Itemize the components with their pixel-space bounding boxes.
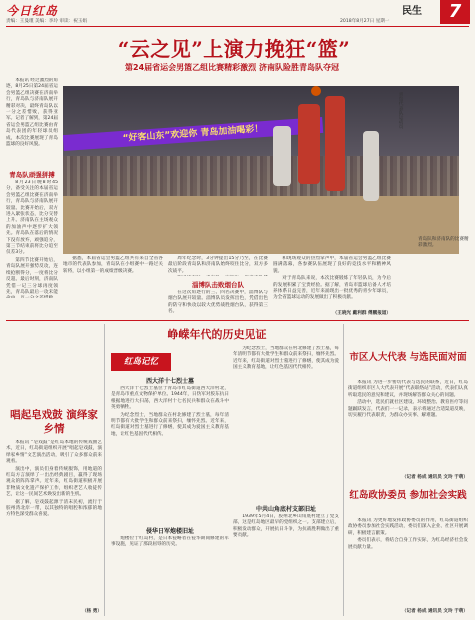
masthead: 今日红岛 bbox=[6, 4, 59, 18]
header-rule bbox=[6, 26, 469, 27]
sidebar-story1-body bbox=[348, 380, 468, 472]
left-lower-signature: （杨 勇） bbox=[82, 609, 102, 614]
top-headline: “云之见”上演力挽狂“篮” bbox=[117, 37, 351, 61]
history-paragraph: 为纪念烈士，当地群众在村北修建了烈士墓，每年清明节都有大批学生和群众前来祭扫，缅怀先烈。近年来，红岛街道对烈士墓进行了修缮，使其成为爱国主义教育基地，让红色基因代代相传。 bbox=[233, 346, 339, 371]
sub1-title: 青岛队顽强拼搏 bbox=[9, 171, 55, 179]
sidebar-story1-title: 市区人大代表 与选民面对面 bbox=[349, 352, 467, 363]
sidebar-paragraph: 委员们表示，将结合自身工作实际，为红岛经济社会发展贡献力量。 bbox=[348, 538, 468, 550]
sidebar-story2-signature: （记者 杨成 通讯员 文玲 于萌） bbox=[401, 609, 468, 614]
col3-body bbox=[273, 256, 391, 306]
photo-court bbox=[63, 196, 459, 254]
left-lower-headline: 唱起皂戏鼓 演绎家乡情 bbox=[10, 409, 98, 435]
col1-paragraph: 据悉，本届省运会男篮乙组共有来自全省各地市的代表队参加，青岛队在小组赛中一路过关斩将，以小组第一的成绩晋级决赛。 bbox=[63, 256, 163, 274]
sub1-block bbox=[6, 170, 58, 179]
left-lower-paragraph: 本报讯 “皂戏鼓”是红岛本地的传统戏曲艺术，近日，红岛街道组织开展“唱起皂戏鼓，演绎家乡情”文艺演出活动，吸引了众多群众前来观看。 bbox=[6, 440, 102, 465]
basketball bbox=[311, 86, 321, 96]
left-lower-paragraph: 演出中，演员们身着传统服饰，用地道的红岛方言演绎了一出出经典剧目，赢得了现场观众的阵阵掌声。近年来，红岛街道积极开展非物质文化遗产保护工作，组织老艺人收徒传艺，让这一民间艺术焕发出新的生机。 bbox=[6, 466, 102, 498]
column-rule-left bbox=[104, 324, 105, 616]
history-col2b bbox=[233, 514, 339, 616]
sub2-title: 淄博队击败烟台队 bbox=[192, 281, 244, 289]
history-paragraph: 为纪念烈士，当地群众在村北修建了烈士墓，每年清明节都有大批学生和群众前来祭扫，缅怀先烈。近年来，红岛街道对烈士墓进行了修缮，使其成为爱国主义教育基地，让红色基因代代相传。 bbox=[111, 412, 229, 437]
history-sub2-title: 中共山角底村支部旧址 bbox=[255, 506, 316, 513]
col3-paragraph: 和现场观众的热烈掌声中，本届省运会男篮乙组比赛圆满落幕，各参赛队伍展现了良好的竞技水平和精神风貌。 bbox=[273, 256, 391, 274]
sub1-body bbox=[6, 180, 58, 298]
history-col1b bbox=[111, 536, 229, 616]
player-red-1 bbox=[298, 104, 320, 184]
history-col1 bbox=[111, 386, 229, 510]
col2-body bbox=[168, 256, 268, 276]
left-lower-paragraph: 据了解，皂戏鼓起源于清末民初，流行于胶州湾北岸一带，以其独特的唱腔和浓郁的地方特色深受群众喜爱。 bbox=[6, 499, 102, 518]
history-paragraph: 1939年5月4日，胶州北乡山角底村建立了党支部，这是红岛地区最早的党组织之一。支部建立后，积极发动群众，开展抗日斗争，为抗战胜利做出了重要贡献。 bbox=[233, 514, 339, 539]
column-rule-right bbox=[343, 324, 344, 616]
history-sub3-title: 侵华日军炮楼旧址 bbox=[145, 528, 194, 535]
photo-caption: 青岛队和济南队的比赛精彩激烈。 bbox=[418, 237, 469, 248]
sub1-paragraph: 第四节比赛开始后，青岛队展开强势反攻，连续抢断得分，一度将比分反超。最后时刻，济南队凭借一记三分球再度领先，青岛队最后一攻未能 bbox=[6, 257, 58, 295]
col2-paragraph: 周年纪念时，3分钟提出15分乃至，在比赛最后阶段青岛队和济南队始终咬住比分，双方多次战平。 bbox=[168, 256, 268, 274]
top-subheadline: 第24届省运会男篮乙组比赛精彩激烈 济南队险胜青岛队夺冠 bbox=[125, 63, 339, 72]
history-col2 bbox=[233, 346, 339, 486]
top-story-signature: （王晓光 戴利群 傅鹏报道） bbox=[332, 311, 391, 316]
sidebar-story1-signature: （记者 杨成 通讯员 文玲 于萌） bbox=[401, 475, 468, 480]
photo-banner: “好客山东”欢迎你 青岛加油喝彩！ bbox=[63, 117, 323, 151]
lead-text: 本报讯 经过激烈的角逐，8月25日第24届省运会男篮乙组决赛在济南举行，青岛队与济南队展开精彩对决，最终青岛队以一分之差惜败，获得亚军。记者了解到，第24届省运会男篮乙组比赛由青岛代表团的年轻球员组成，本次比赛展现了青岛篮球的良好风貌。 bbox=[6, 78, 58, 148]
sidebar-paragraph: 活动中，选民们就社区建设、环境整治、教育医疗等问题踊跃发言，代表们一一记录，表示将通过合适渠道反映，切实履行代表职责，为群众办实事、解难题。 bbox=[348, 400, 468, 419]
history-sub1-title: 西大洋十七烈士墓 bbox=[145, 378, 194, 385]
col3-paragraph: 对于青岛队来说，本次比赛锻炼了年轻队员，为今后的发展积累了宝贵经验。据了解，青岛市篮球后备人才培养体系日益完善，近年来涌现出一批优秀的青少年球员，为全省篮球运动的发展做出了积极贡献。 bbox=[273, 276, 391, 301]
player-red-2 bbox=[325, 96, 345, 191]
history-logo: 红岛记忆 bbox=[111, 353, 171, 371]
sidebar-paragraph: 本报讯 为更好地发挥政协委员的作用，红岛街道组织政协委员参加社会实践活动，委员们深入企业、社区开展调研，积极建言献策。 bbox=[348, 518, 468, 536]
sub2-body bbox=[168, 290, 268, 318]
editors-credit: 责编：王曼瑾 美编：李玲 审读：祝玉娟 bbox=[6, 19, 88, 24]
section-divider bbox=[6, 320, 469, 321]
history-headline: 峥嵘年代的历史见证 bbox=[167, 328, 267, 341]
page-number: 7 bbox=[440, 0, 470, 24]
photo-vertical-caption: 青岛代表队运动员 bbox=[398, 92, 403, 129]
section-name: 民生 bbox=[402, 6, 422, 17]
player-white-2 bbox=[363, 131, 379, 201]
history-paragraph: 西大洋十七烈士墓位于青岛市红岛街道西大洋村北，是青岛市重点文物保护单位。1944年，日伪军对胶东抗日根据地进行大扫荡，西大洋村十七名民兵和群众在战斗中英勇牺牲。 bbox=[111, 386, 229, 411]
lead-paragraph bbox=[6, 78, 58, 158]
col1-body bbox=[63, 256, 163, 276]
history-paragraph: 炮楼位于红岛村，是日本侵略者在侵华期间修建的军事设施，见证了那段屈辱的历史。 bbox=[111, 536, 229, 548]
sub1-paragraph: 8月23日晚8时45分，备受关注的本届省运会男篮乙组比赛在济南举行，青岛队与济南队展开较量。比赛开始后，双方进入紧张状态，比分交替上升。济南队在主场观众的加油声中逐步扩大领先。青岛队在落后的情况下没有放弃，顽强追分，第三节结束前将比分追至仅差3分。 bbox=[6, 180, 58, 256]
player-white-1 bbox=[273, 126, 291, 186]
sidebar-story2-title: 红岛政协委员 参加社会实践 bbox=[349, 490, 467, 501]
sidebar-story2-body bbox=[348, 518, 468, 606]
sub2-paragraph: 在这次角逐行的三、四名决赛中，淄博队与烟台队展开较量。淄博队员发挥出色，凭借出色的防守和快攻以较大优势战胜烟台队，获得第三名。 bbox=[168, 290, 268, 315]
left-lower-body bbox=[6, 440, 102, 608]
sub2-title-wrap bbox=[168, 280, 268, 289]
photo-crowd bbox=[63, 156, 459, 196]
sidebar-paragraph: 本报讯 为进一步密切代表与选民的联系，近日，红岛街道组织市区人大代表开展“代表联络站”活动，代表们认真听取选民的意见和建议，并现场解答群众关心的问题。 bbox=[348, 380, 468, 398]
dateline: 2018年8月27日 星期一 bbox=[340, 19, 390, 24]
